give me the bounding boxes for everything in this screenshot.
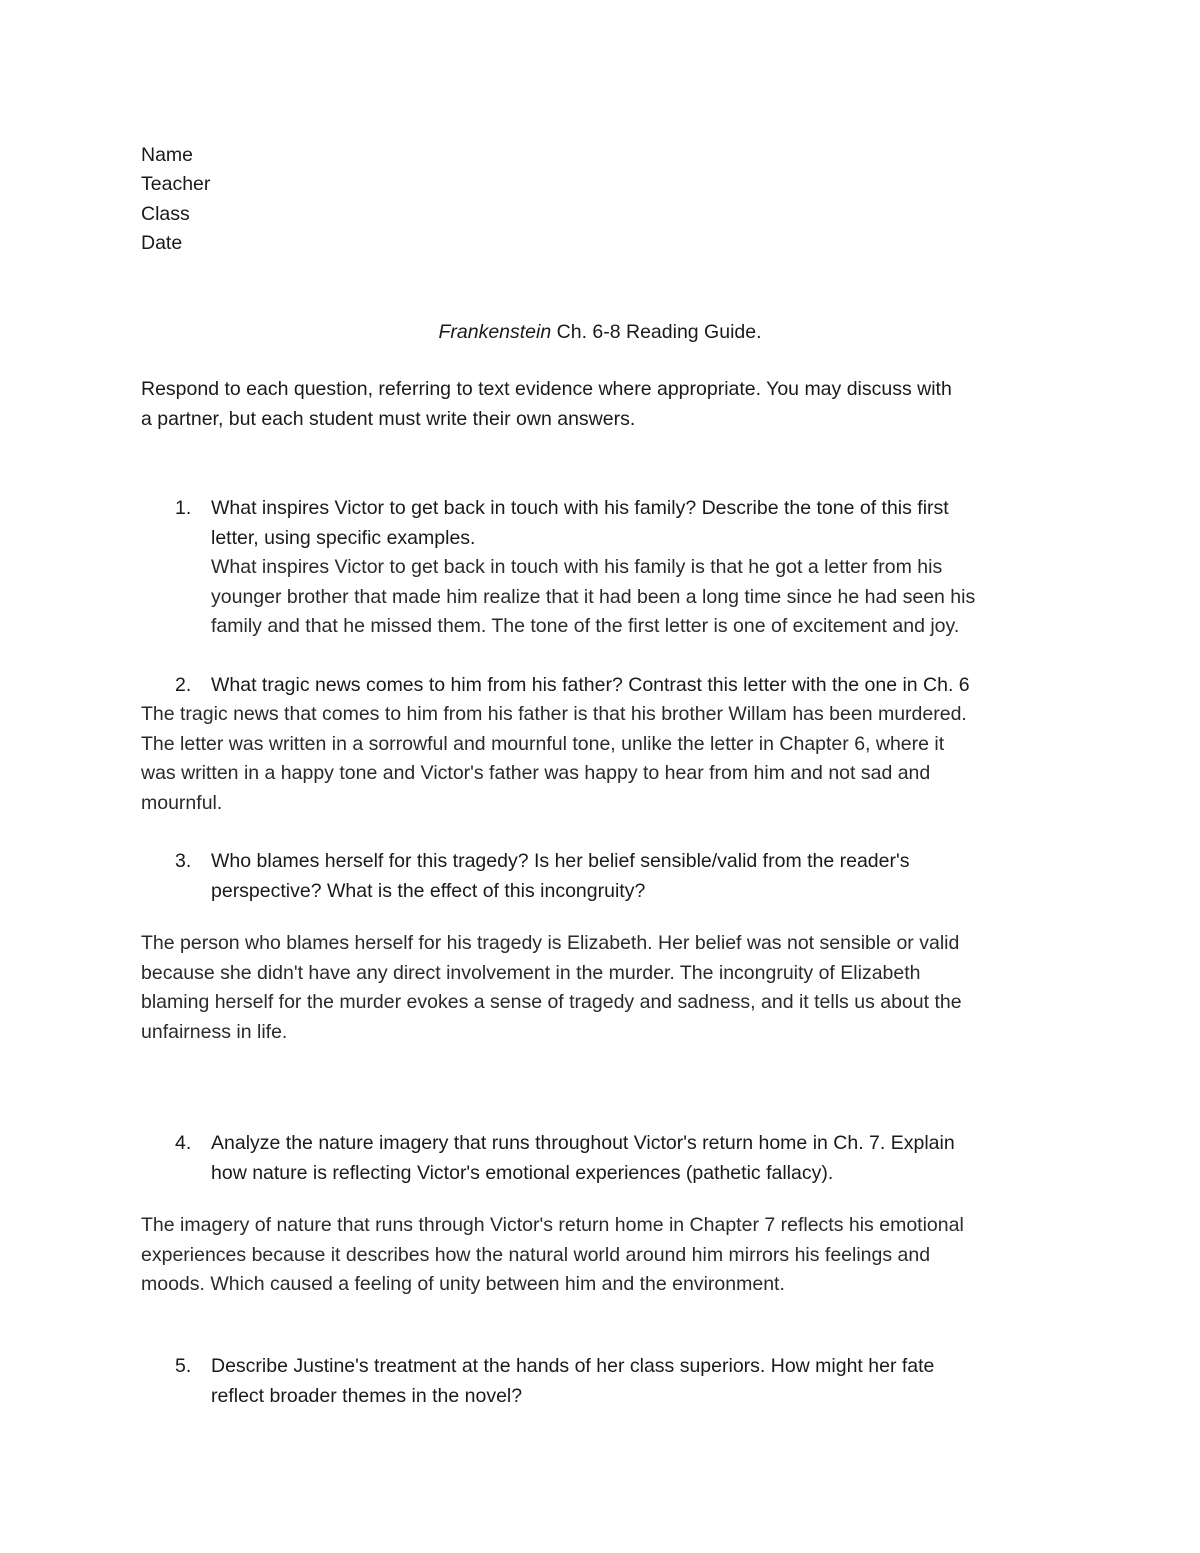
question-line: letter, using specific examples. bbox=[211, 526, 476, 549]
answer-line: What inspires Victor to get back in touch with his family is that he got a letter from his bbox=[211, 556, 943, 578]
answer-3 bbox=[141, 929, 1071, 1047]
question-number: 3. bbox=[175, 850, 192, 872]
question-text bbox=[211, 1352, 1081, 1411]
document-title bbox=[0, 318, 1200, 348]
answer-4 bbox=[141, 1211, 1071, 1300]
answer-line: mournful. bbox=[141, 791, 223, 814]
instructions-line: Respond to each question, referring to text evidence where appropriate. You may discuss with bbox=[141, 378, 952, 400]
question-text bbox=[211, 1129, 1081, 1188]
answer-line: The tragic news that comes to him from his father is that his brother Willam has been murdered. bbox=[141, 703, 967, 725]
answer-2 bbox=[141, 700, 1071, 818]
question-text bbox=[211, 671, 1081, 701]
question-line: Describe Justine's treatment at the hands of her class superiors. How might her fate bbox=[211, 1355, 935, 1377]
answer-line: unfairness in life. bbox=[141, 1020, 288, 1043]
answer-line: family and that he missed them. The tone of the first letter is one of excitement and joy. bbox=[211, 615, 960, 637]
answer-line: experiences because it describes how the natural world around him mirrors his feelings and bbox=[141, 1243, 931, 1266]
question-line: Who blames herself for this tragedy? Is her belief sensible/valid from the reader's bbox=[211, 850, 910, 872]
question-line: how nature is reflecting Victor's emotional experiences (pathetic fallacy). bbox=[211, 1161, 834, 1184]
title-italic: Frankenstein bbox=[438, 321, 552, 343]
answer-line: moods. Which caused a feeling of unity between him and the environment. bbox=[141, 1273, 785, 1295]
class-label: Class bbox=[141, 202, 190, 225]
title-rest: Ch. 6-8 Reading Guide. bbox=[551, 321, 762, 343]
date-label: Date bbox=[141, 231, 183, 254]
question-line: reflect broader themes in the novel? bbox=[211, 1384, 523, 1407]
answer-line: The letter was written in a sorrowful and mournful tone, unlike the letter in Chapter 6, where it bbox=[141, 732, 945, 755]
header-block bbox=[141, 141, 210, 258]
instructions-line: a partner, but each student must write their own answers. bbox=[141, 407, 636, 430]
answer-line: The person who blames herself for his tragedy is Elizabeth. Her belief was not sensible or valid bbox=[141, 932, 960, 954]
answer-line: because she didn't have any direct involvement in the murder. The incongruity of Elizabeth bbox=[141, 961, 921, 984]
question-text bbox=[211, 494, 1081, 642]
question-line: What tragic news comes to him from his father? Contrast this letter with the one in Ch. 6 bbox=[211, 674, 970, 696]
question-number: 5. bbox=[175, 1355, 192, 1377]
teacher-label: Teacher bbox=[141, 173, 211, 196]
question-text bbox=[211, 847, 1081, 906]
answer-line: younger brother that made him realize that it had been a long time since he had seen his bbox=[211, 585, 976, 608]
name-label: Name bbox=[141, 144, 194, 166]
instructions bbox=[141, 375, 1071, 434]
question-line: What inspires Victor to get back in touch with his family? Describe the tone of this first bbox=[211, 497, 949, 519]
question-number: 2. bbox=[175, 674, 192, 696]
question-line: perspective? What is the effect of this incongruity? bbox=[211, 879, 646, 902]
answer-line: was written in a happy tone and Victor's father was happy to hear from him and not sad and bbox=[141, 762, 931, 784]
answer-line: blaming herself for the murder evokes a sense of tragedy and sadness, and it tells us about the bbox=[141, 991, 962, 1013]
answer-line: The imagery of nature that runs through Victor's return home in Chapter 7 reflects his emotional bbox=[141, 1214, 964, 1236]
question-line: Analyze the nature imagery that runs throughout Victor's return home in Ch. 7. Explain bbox=[211, 1132, 955, 1154]
question-number: 4. bbox=[175, 1132, 192, 1154]
question-number: 1. bbox=[175, 497, 192, 519]
